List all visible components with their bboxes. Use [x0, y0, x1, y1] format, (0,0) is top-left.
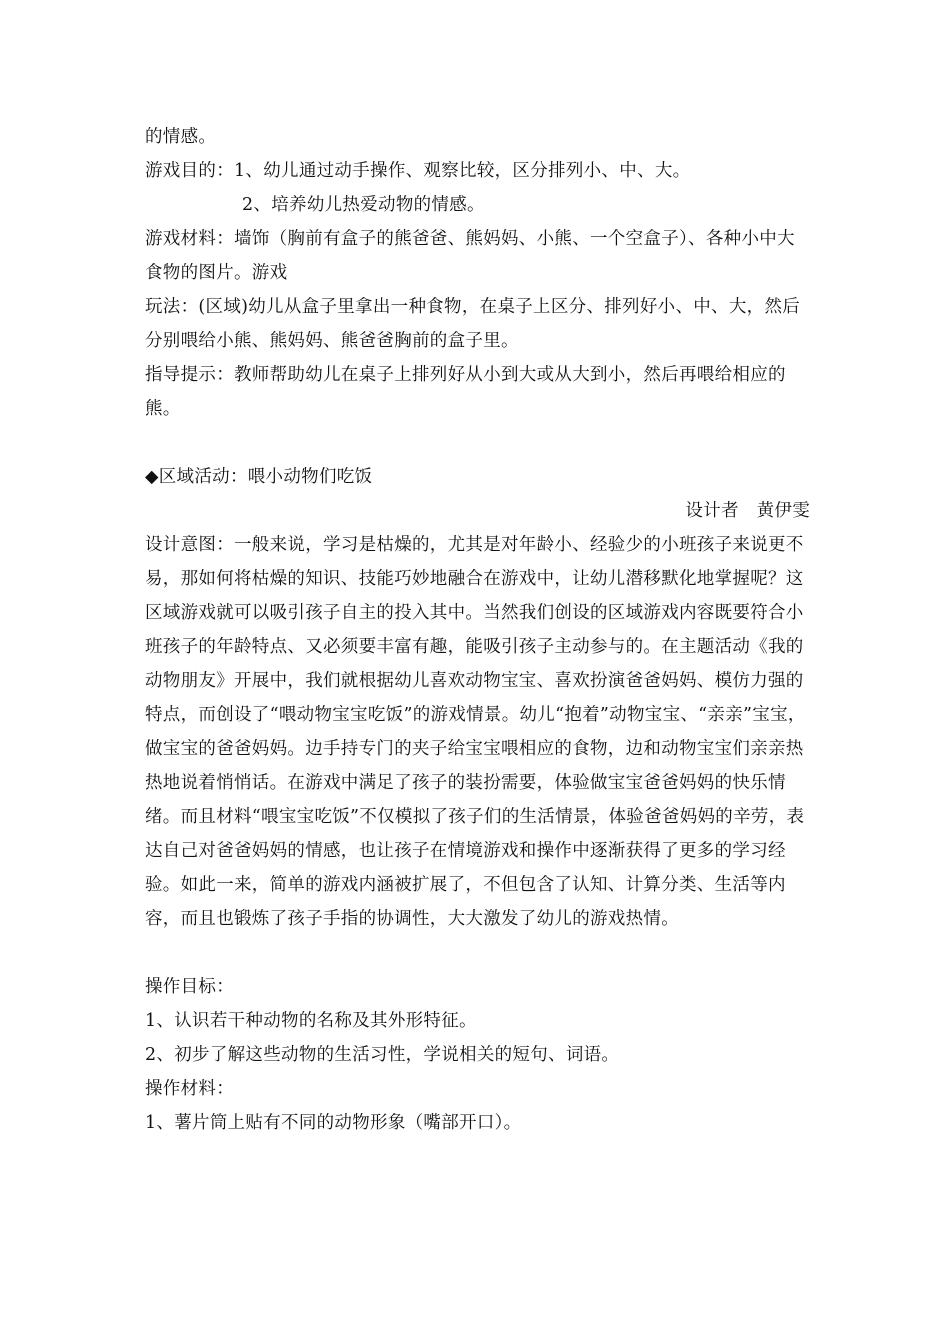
- game-play: 玩法：(区域)幼儿从盒子里拿出一种食物，在桌子上区分、排列好小、中、大，然后分别喂给小熊、熊妈妈、熊爸爸胸前的盒子里。: [145, 297, 801, 351]
- game-goal-2: 2、培养幼儿热爱动物的情感。: [242, 195, 485, 215]
- guidance-tips: 指导提示：教师帮助幼儿在桌子上排列好从小到大或从大到小，然后再喂给相应的熊。: [145, 365, 786, 419]
- spacer: [145, 426, 810, 460]
- paragraph-tail: 的情感。: [145, 127, 217, 147]
- section-title: ◆区域活动：喂小动物们吃饭: [145, 467, 373, 487]
- spacer: [145, 936, 810, 970]
- document-body: [145, 120, 810, 1140]
- op-materials-1: 1、薯片筒上贴有不同的动物形象（嘴部开口）。: [145, 1113, 522, 1133]
- op-goal-title: 操作目标：: [145, 977, 234, 997]
- op-goal-2: 2、初步了解这些动物的生活习性，学说相关的短句、词语。: [145, 1045, 620, 1065]
- game-goal-1: 游戏目的：1、幼儿通过动手操作、观察比较，区分排列小、中、大。: [145, 161, 691, 181]
- game-materials: 游戏材料：墙饰（胸前有盒子的熊爸爸、熊妈妈、小熊、一个空盒子）、各种小中大食物的图片。游戏: [145, 229, 795, 283]
- designer-line: 设计者 黄伊雯: [685, 501, 810, 521]
- op-materials-title: 操作材料：: [145, 1079, 234, 1099]
- design-intent: 设计意图：一般来说，学习是枯燥的，尤其是对年龄小、经验少的小班孩子来说更不易，那如何将枯燥的知识、技能巧妙地融合在游戏中，让幼儿潜移默化地掌握呢？这区域游戏就可以吸引孩子自主的投入其中。当然我们创设的区域游戏内容既要符合小班孩子的年龄特点、又必须要丰富有趣，能吸引孩子主动参与的。在主题活动《我的动物朋友》开展中，我们就根据幼儿喜欢动物宝宝、喜欢扮演爸爸妈妈、模仿力强的特点，而创设了“喂动物宝宝吃饭”的游戏情景。幼儿“抱着”动物宝宝、“亲亲”宝宝，做宝宝的爸爸妈妈。边手持专门的夹子给宝宝喂相应的食物，边和动物宝宝们亲亲热热地说着悄悄话。在游戏中满足了孩子的装扮需要，体验做宝宝爸爸妈妈的快乐情绪。而且材料“喂宝宝吃饭”不仅模拟了孩子们的生活情景，体验爸爸妈妈的辛劳，表达自己对爸爸妈妈的情感，也让孩子在情境游戏和操作中逐渐获得了更多的学习经验。如此一来，简单的游戏内涵被扩展了，不但包含了认知、计算分类、生活等内容，而且也锻炼了孩子手指的协调性，大大激发了幼儿的游戏热情。: [145, 535, 806, 929]
- op-goal-1: 1、认识若干种动物的名称及其外形特征。: [145, 1011, 477, 1031]
